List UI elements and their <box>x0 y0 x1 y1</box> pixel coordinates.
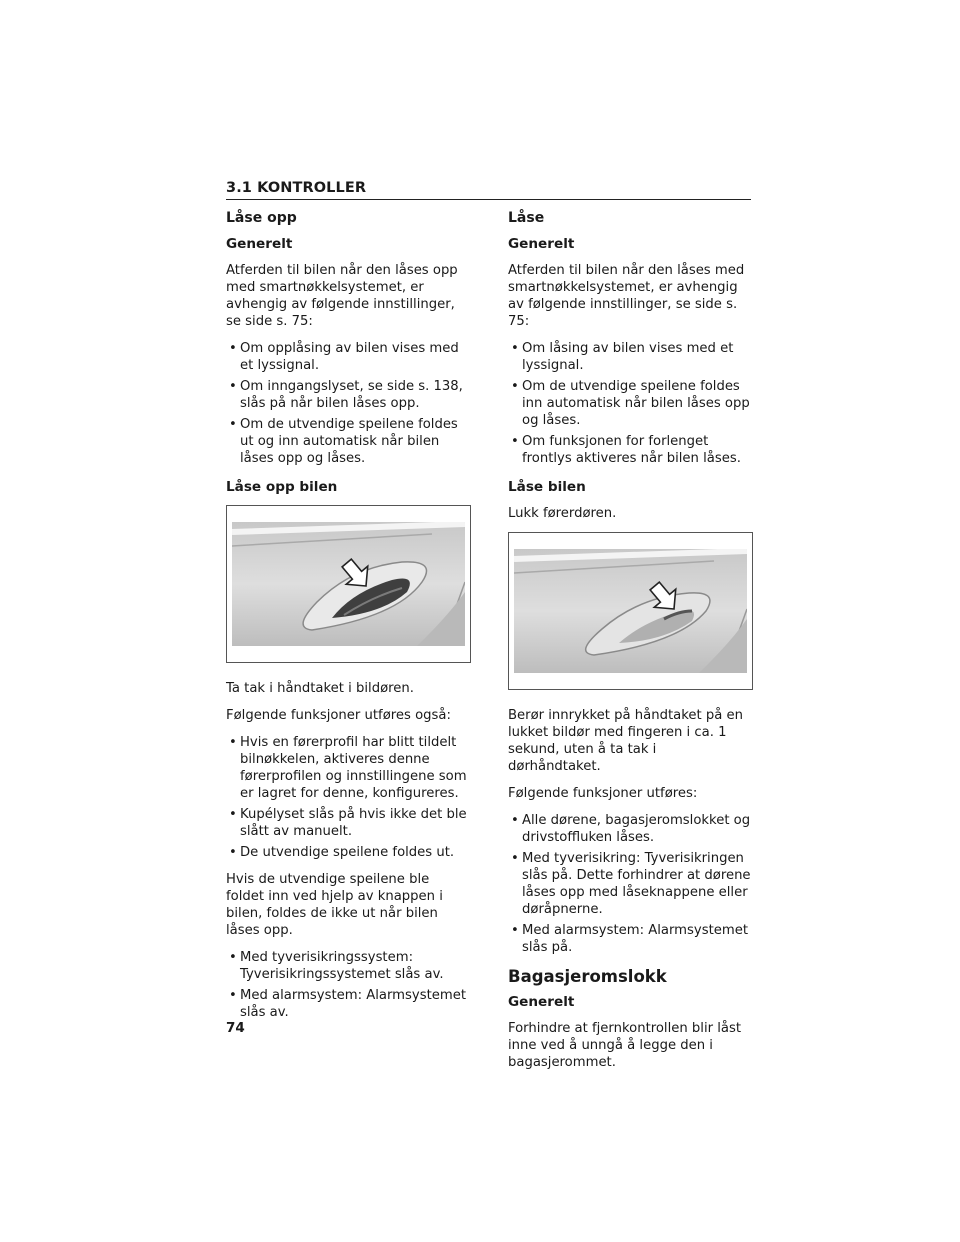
list-unlock-functions <box>226 734 471 861</box>
paragraph-grab-handle: Ta tak i håndtaket i bildøren. <box>226 681 414 696</box>
list-item: • Om de utvendige speilene foldes inn automatisk når bilen låses opp og låses. <box>508 378 753 429</box>
paragraph-mirror-note: Hvis de utvendige speilene ble foldet inn ved hjelp av knappen i bilen, foldes de ikke ut når bilen låses opp. <box>226 872 443 938</box>
list-item: • Kupélyset slås på hvis ikke det ble slått av manuelt. <box>226 806 471 840</box>
paragraph-lock-intro: Atferden til bilen når den låses med smartnøkkelsystemet, er avhengig av følgende innstillinger, se side s. 75: <box>508 263 745 329</box>
list-item: • Om inngangslyset, se side s. 138, slås på når bilen låses opp. <box>226 378 471 412</box>
paragraph-also-intro: Følgende funksjoner utføres også: <box>226 708 451 723</box>
list-item: • Alle dørene, bagasjeromslokket og drivstoffluken låses. <box>508 812 753 846</box>
list-item: • Om de utvendige speilene foldes ut og inn automatisk når bilen låses opp og låses. <box>226 416 471 467</box>
list-item: • Med tyverisikringssystem: Tyverisikringssystemet slås av. <box>226 949 471 983</box>
left-column <box>226 210 471 1031</box>
subheading-general: Generelt <box>508 236 575 252</box>
section-header: 3.1 KONTROLLER <box>226 180 751 200</box>
list-lock-functions <box>508 812 753 956</box>
paragraph-trunk-note: Forhindre at fjernkontrollen blir låst inne ved å unngå å legge den i bagasjerommet. <box>508 1021 742 1070</box>
subheading-general: Generelt <box>508 994 575 1010</box>
paragraph-touch-handle: Berør innrykket på håndtaket på en lukket bildør med fingeren i ca. 1 sekund, uten å ta tak i dørhåndtaket. <box>508 708 743 774</box>
subheading-unlock-car: Låse opp bilen <box>226 479 338 495</box>
heading-trunk-lid: Bagasjeromslokk <box>508 967 667 986</box>
list-item: • Hvis en førerprofil har blitt tildelt bilnøkkelen, aktiveres denne førerprofilen og innstillingene som er lagret for denne, konfigureres. <box>226 734 471 802</box>
heading-lock: Låse <box>508 210 545 226</box>
paragraph-functions-intro: Følgende funksjoner utføres: <box>508 786 698 801</box>
list-lock-settings <box>508 340 753 467</box>
page-number: 74 <box>226 1020 245 1036</box>
list-item: • Med alarmsystem: Alarmsystemet slås på. <box>508 922 753 956</box>
list-item: • Med alarmsystem: Alarmsystemet slås av. <box>226 987 471 1021</box>
paragraph-close-door: Lukk førerdøren. <box>508 506 617 521</box>
right-column <box>508 210 753 1081</box>
list-item: • Med tyverisikring: Tyverisikringen slås på. Dette forhindrer at dørene låses opp med låseknappene eller døråpnerne. <box>508 850 753 918</box>
list-unlock-settings <box>226 340 471 467</box>
subheading-general: Generelt <box>226 236 293 252</box>
subheading-lock-car: Låse bilen <box>508 479 586 495</box>
list-item: • Om opplåsing av bilen vises med et lyssignal. <box>226 340 471 374</box>
door-handle-touch-illustration <box>514 549 747 673</box>
heading-unlock: Låse opp <box>226 210 297 226</box>
figure-lock-door-handle <box>508 532 753 690</box>
list-unlock-systems <box>226 949 471 1021</box>
list-item: • Om låsing av bilen vises med et lyssignal. <box>508 340 753 374</box>
list-item: • Om funksjonen for forlenget frontlys aktiveres når bilen låses. <box>508 433 753 467</box>
list-item: • De utvendige speilene foldes ut. <box>226 844 471 861</box>
paragraph-unlock-intro: Atferden til bilen når den låses opp med smartnøkkelsystemet, er avhengig av følgende innstillinger, se side s. 75: <box>226 263 458 329</box>
door-handle-arrow-illustration <box>232 522 465 646</box>
figure-unlock-door-handle <box>226 505 471 663</box>
